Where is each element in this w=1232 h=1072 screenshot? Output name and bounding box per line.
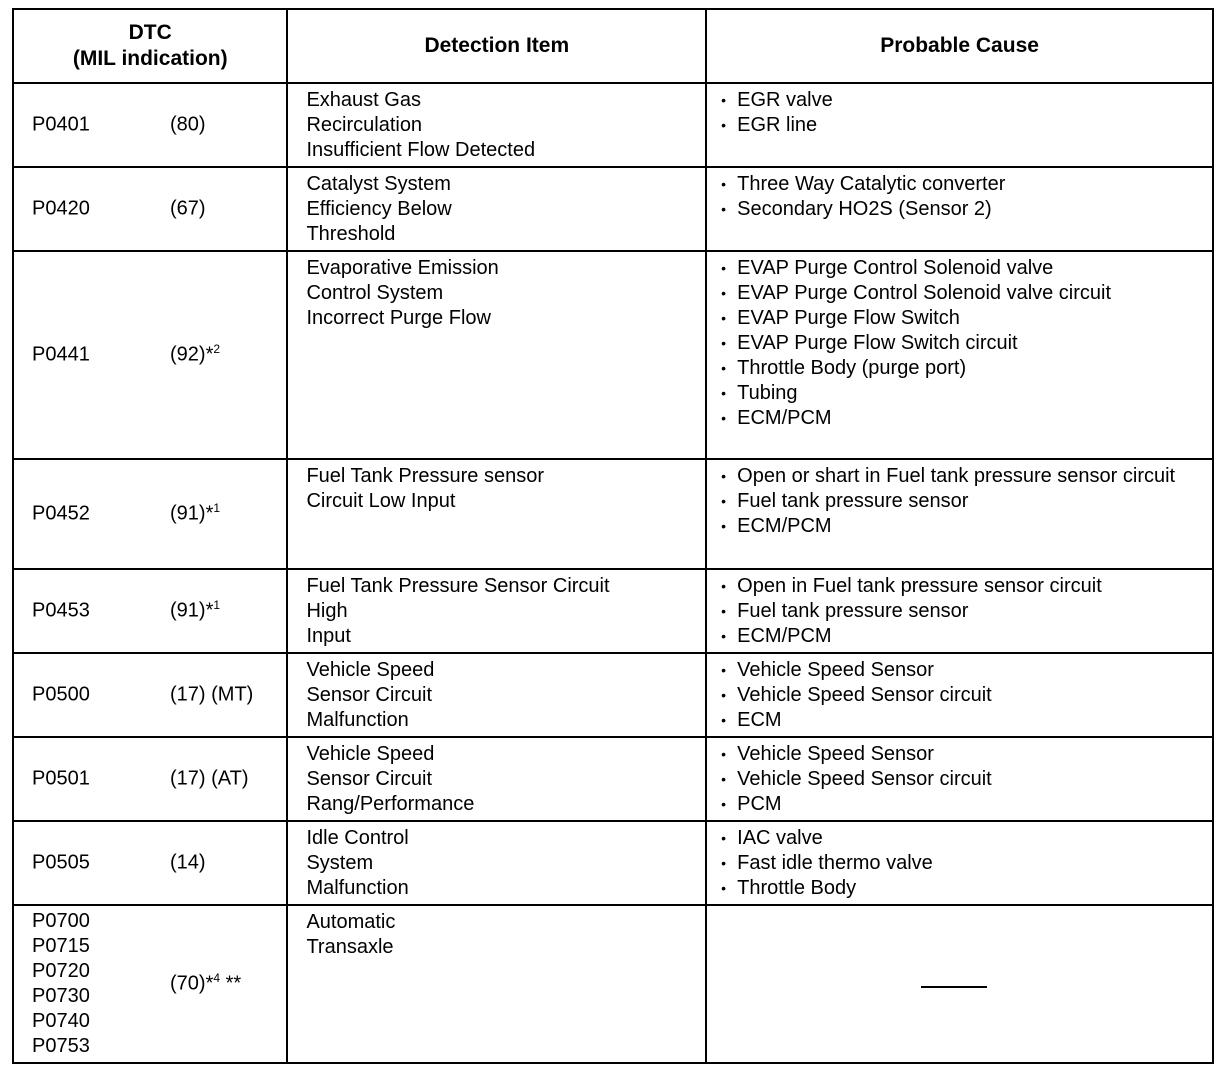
cause-item <box>721 197 1204 222</box>
cause-item <box>721 356 1204 381</box>
cause-text: Secondary HO2S (Sensor 2) <box>737 198 992 220</box>
detection-line: Vehicle Speed <box>306 743 435 765</box>
header-dtc <box>13 9 287 83</box>
probable-cause-cell <box>706 737 1213 821</box>
mil-footnote-mark: 4 <box>213 970 221 985</box>
header-row <box>13 9 1213 83</box>
dtc-code: P0753 <box>32 1035 90 1057</box>
cause-item <box>721 742 1204 767</box>
detection-item-cell <box>287 251 706 459</box>
cause-text: Tubing <box>737 382 798 404</box>
cause-text: Vehicle Speed Sensor <box>737 743 934 765</box>
bullet-icon: • <box>721 712 727 728</box>
cause-text: EVAP Purge Control Solenoid valve <box>737 257 1054 279</box>
bullet-icon: • <box>721 628 727 644</box>
dtc-code: P0453 <box>32 599 90 622</box>
probable-cause-cell <box>706 459 1213 569</box>
mil-footnote-mark: 1 <box>213 500 221 515</box>
bullet-icon: • <box>721 662 727 678</box>
table-row <box>13 83 1213 167</box>
detection-line: Transaxle <box>306 936 394 958</box>
bullet-icon: • <box>721 385 727 401</box>
header-dtc-line2: (MIL indication) <box>72 47 228 70</box>
bullet-icon: • <box>721 880 727 896</box>
detection-line: Incorrect Purge Flow <box>306 307 491 329</box>
cause-text: ECM/PCM <box>737 625 832 647</box>
detection-line: Malfunction <box>306 877 409 899</box>
dtc-cell <box>13 821 287 905</box>
header-probable-cause: Probable Cause <box>706 9 1213 83</box>
cause-item <box>721 306 1204 331</box>
bullet-icon: • <box>721 687 727 703</box>
mil-indication <box>170 972 241 997</box>
detection-line: Sensor Circuit <box>306 684 433 706</box>
mil-indication <box>170 683 253 708</box>
bullet-icon: • <box>721 117 727 133</box>
mil-value: (91)* <box>170 599 214 622</box>
cause-text: ECM/PCM <box>737 407 832 429</box>
dtc-table <box>12 8 1214 1064</box>
table-row <box>13 167 1213 251</box>
detection-line: Threshold <box>306 223 396 245</box>
bullet-icon: • <box>721 855 727 871</box>
detection-line: Catalyst System <box>306 173 451 195</box>
dtc-codes <box>32 851 90 876</box>
cause-text: Open in Fuel tank pressure sensor circuit <box>737 575 1102 597</box>
dtc-code: P0501 <box>32 767 90 790</box>
bullet-icon: • <box>721 201 727 217</box>
bullet-icon: • <box>721 285 727 301</box>
table-row <box>13 905 1213 1063</box>
table-row <box>13 569 1213 653</box>
mil-footnote-mark: 2 <box>213 341 221 356</box>
dtc-codes <box>32 599 90 624</box>
probable-cause-cell <box>706 821 1213 905</box>
detection-line: Vehicle Speed <box>306 659 435 681</box>
probable-cause-cell <box>706 251 1213 459</box>
dtc-cell <box>13 83 287 167</box>
detection-line: Idle Control <box>306 827 409 849</box>
probable-cause-cell <box>706 167 1213 251</box>
dtc-code: P0441 <box>32 343 90 366</box>
cause-text: EVAP Purge Control Solenoid valve circuit <box>737 282 1112 304</box>
cause-item <box>721 331 1204 356</box>
probable-cause-cell <box>706 569 1213 653</box>
mil-value: (17) (AT) <box>170 767 249 790</box>
table-row <box>13 251 1213 459</box>
cause-text: EVAP Purge Flow Switch <box>737 307 960 329</box>
cause-item <box>721 658 1204 683</box>
mil-value: (14) <box>170 851 206 874</box>
cause-text: EGR line <box>737 114 818 136</box>
cause-item <box>721 792 1204 817</box>
cause-text: Vehicle Speed Sensor <box>737 659 934 681</box>
dtc-code: P0401 <box>32 113 90 136</box>
table-row <box>13 653 1213 737</box>
dtc-codes <box>32 909 90 1059</box>
cause-item <box>721 113 1204 138</box>
cause-item <box>721 624 1204 649</box>
mil-indication <box>170 343 220 368</box>
cause-item <box>721 683 1204 708</box>
detection-item-cell <box>287 83 706 167</box>
dtc-code: P0452 <box>32 502 90 525</box>
cause-text: Vehicle Speed Sensor circuit <box>737 768 992 790</box>
mil-value: (70)* <box>170 972 214 995</box>
cause-item <box>721 172 1204 197</box>
dtc-code: P0700 <box>32 910 90 932</box>
dtc-codes <box>32 502 90 527</box>
dtc-codes <box>32 343 90 368</box>
dtc-cell <box>13 905 287 1063</box>
mil-value: (92)* <box>170 343 214 366</box>
dtc-cell <box>13 459 287 569</box>
bullet-icon: • <box>721 493 727 509</box>
detection-line: Sensor Circuit <box>306 768 433 790</box>
detection-line: Exhaust Gas <box>306 89 421 111</box>
cause-text: Fuel tank pressure sensor <box>737 490 969 512</box>
mil-value: (91)* <box>170 502 214 525</box>
mil-indication <box>170 767 249 792</box>
cause-item <box>721 826 1204 851</box>
cause-item <box>721 514 1204 539</box>
bullet-icon: • <box>721 578 727 594</box>
cause-item <box>721 464 1204 489</box>
cause-text: Fuel tank pressure sensor <box>737 600 969 622</box>
cause-item <box>721 489 1204 514</box>
bullet-icon: • <box>721 410 727 426</box>
cause-item <box>721 406 1204 431</box>
mil-value: (80) <box>170 113 206 136</box>
dtc-cell <box>13 653 287 737</box>
detection-line: Fuel Tank Pressure sensor <box>306 465 544 487</box>
cause-item <box>721 574 1204 599</box>
mil-value: (17) (MT) <box>170 683 254 706</box>
cause-item <box>721 851 1204 876</box>
bullet-icon: • <box>721 518 727 534</box>
bullet-icon: • <box>721 468 727 484</box>
cause-text: Vehicle Speed Sensor circuit <box>737 684 992 706</box>
detection-line: Control System <box>306 282 444 304</box>
dtc-code: P0720 <box>32 960 90 982</box>
mil-indication <box>170 502 220 527</box>
cause-item <box>721 381 1204 406</box>
detection-line: High <box>306 600 348 622</box>
detection-item-cell <box>287 167 706 251</box>
cause-item <box>721 256 1204 281</box>
cause-item <box>721 88 1204 113</box>
detection-item-cell <box>287 737 706 821</box>
cause-text: EVAP Purge Flow Switch circuit <box>737 332 1018 354</box>
cause-text: EGR valve <box>737 89 833 111</box>
detection-line: Recirculation <box>306 114 423 136</box>
probable-cause-cell <box>706 83 1213 167</box>
bullet-icon: • <box>721 310 727 326</box>
dtc-codes <box>32 767 90 792</box>
dtc-code: P0420 <box>32 197 90 220</box>
detection-item-cell <box>287 569 706 653</box>
detection-line: System <box>306 852 374 874</box>
table-row <box>13 821 1213 905</box>
detection-item-cell <box>287 905 706 1063</box>
bullet-icon: • <box>721 771 727 787</box>
bullet-icon: • <box>721 830 727 846</box>
dtc-codes <box>32 197 90 222</box>
dtc-cell <box>13 737 287 821</box>
dtc-codes <box>32 683 90 708</box>
cause-text: ECM/PCM <box>737 515 832 537</box>
cause-item <box>721 767 1204 792</box>
mil-footnote-mark: 1 <box>213 597 221 612</box>
detection-line: Insufficient Flow Detected <box>306 139 536 161</box>
dtc-cell <box>13 569 287 653</box>
bullet-icon: • <box>721 92 727 108</box>
probable-cause-cell <box>706 653 1213 737</box>
mil-indication <box>170 851 206 876</box>
detection-item-cell <box>287 653 706 737</box>
mil-indication <box>170 599 220 624</box>
detection-line: Automatic <box>306 911 396 933</box>
dtc-cell <box>13 167 287 251</box>
table-row <box>13 737 1213 821</box>
cause-text: Open or shart in Fuel tank pressure sensor circuit <box>737 465 1176 487</box>
dtc-codes <box>32 113 90 138</box>
bullet-icon: • <box>721 360 727 376</box>
cause-item <box>721 708 1204 733</box>
detection-line: Evaporative Emission <box>306 257 499 279</box>
cause-text: IAC valve <box>737 827 823 849</box>
detection-item-cell <box>287 459 706 569</box>
mil-indication <box>170 197 206 222</box>
dtc-code: P0500 <box>32 683 90 706</box>
detection-line: Malfunction <box>306 709 409 731</box>
cause-text: Throttle Body <box>737 877 857 899</box>
probable-cause-cell <box>706 905 1213 1063</box>
header-detection-item: Detection Item <box>287 9 706 83</box>
detection-line: Circuit Low Input <box>306 490 456 512</box>
detection-line: Efficiency Below <box>306 198 452 220</box>
bullet-icon: • <box>721 335 727 351</box>
cause-item <box>721 281 1204 306</box>
detection-item-cell <box>287 821 706 905</box>
cause-text: Fast idle thermo valve <box>737 852 933 874</box>
cause-text: Three Way Catalytic converter <box>737 173 1006 195</box>
cause-text: Throttle Body (purge port) <box>737 357 967 379</box>
not-applicable-dash <box>921 986 987 988</box>
bullet-icon: • <box>721 176 727 192</box>
dtc-code: P0740 <box>32 1010 90 1032</box>
table-row <box>13 459 1213 569</box>
header-dtc-line1: DTC <box>128 21 172 44</box>
bullet-icon: • <box>721 746 727 762</box>
detection-line: Fuel Tank Pressure Sensor Circuit <box>306 575 610 597</box>
cause-item <box>721 876 1204 901</box>
dtc-cell <box>13 251 287 459</box>
mil-value: (67) <box>170 197 206 220</box>
mil-suffix: ** <box>220 972 242 995</box>
dtc-code: P0730 <box>32 985 90 1007</box>
dtc-code: P0505 <box>32 851 90 874</box>
bullet-icon: • <box>721 796 727 812</box>
mil-indication <box>170 113 206 138</box>
cause-text: ECM <box>737 709 782 731</box>
cause-text: PCM <box>737 793 782 815</box>
bullet-icon: • <box>721 260 727 276</box>
table-body <box>13 83 1213 1063</box>
bullet-icon: • <box>721 603 727 619</box>
cause-item <box>721 599 1204 624</box>
detection-line: Input <box>306 625 351 647</box>
dtc-code: P0715 <box>32 935 90 957</box>
detection-line: Rang/Performance <box>306 793 475 815</box>
